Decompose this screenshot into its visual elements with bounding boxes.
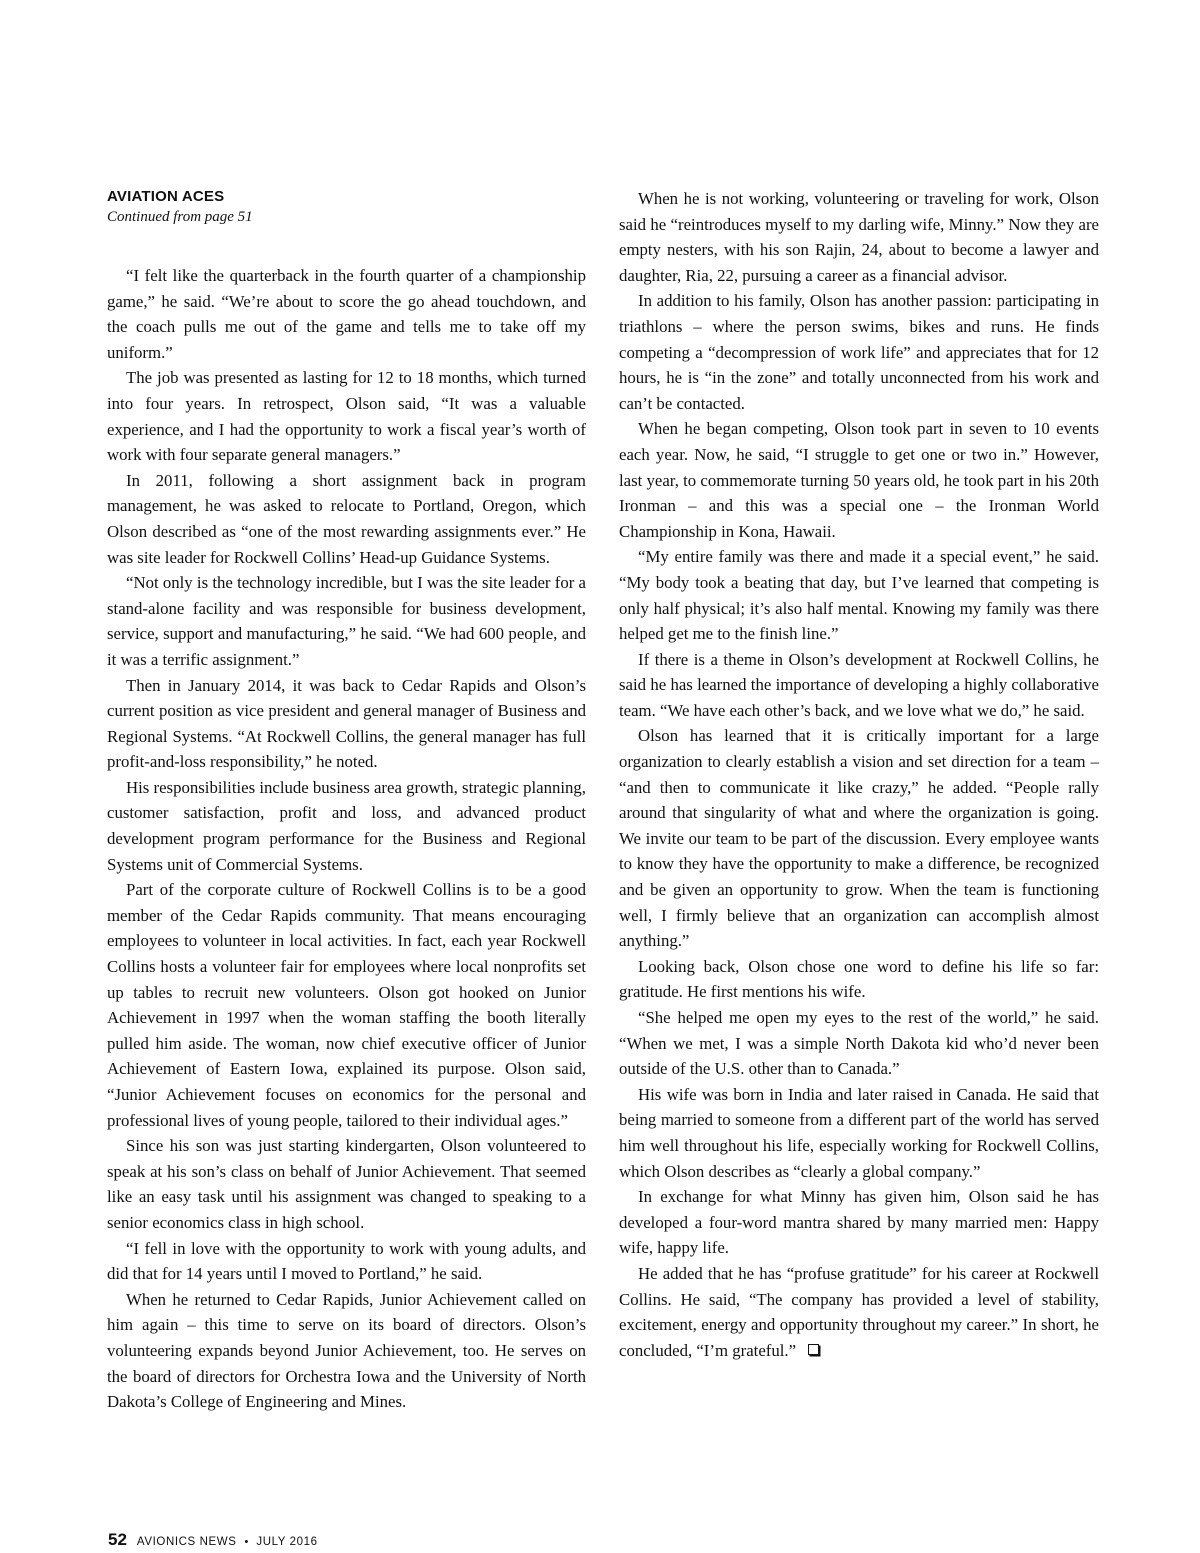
body-paragraph: “My entire family was there and made it a special event,” he said. “My body took a beating that day, but I’ve learned that competing is only half physical; it’s also half mental. Knowing my family was there helped get me to the finish line.” — [619, 547, 1099, 644]
body-paragraph: His responsibilities include business area growth, strategic planning, customer satisfaction, profit and loss, and advanced product development program performance for the Business and Regional Systems unit of Commercial Systems. — [107, 777, 586, 874]
body-paragraph: Since his son was just starting kindergarten, Olson volunteered to speak at his son’s class on behalf of Junior Achievement. That seemed like an easy task until his assignment was changed to speaking to a senior economics class in high school. — [107, 1136, 586, 1232]
final-paragraph-text: He added that he has “profuse gratitude” for his career at Rockwell Collins. He said, “The company has provided a level of stability, excitement, energy and opportunity throughout my career.” In short, he concluded, “I’m grateful.” — [619, 1263, 1099, 1360]
body-paragraph: “I felt like the quarterback in the fourth quarter of a championship game,” he said. “We’re about to score the go ahead touchdown, and the coach pulls me out of the game and tells me to take off my uniform.” — [107, 266, 586, 362]
body-paragraph: In addition to his family, Olson has another passion: participating in triathlons – where the person swims, bikes and runs. He finds competing a “decompression of work life” and appreciates that for 12 hours, he is “in the zone” and totally unconnected from his work and can’t be contacted. — [619, 291, 1099, 413]
body-paragraph: The job was presented as lasting for 12 to 18 months, which turned into four years. In retrospect, Olson said, “It was a valuable experience, and I had the opportunity to work a fiscal year’s worth of work with four separate general managers.” — [107, 368, 586, 465]
body-paragraph: “I fell in love with the opportunity to work with young adults, and did that for 14 years until I moved to Portland,” he said. — [107, 1238, 586, 1284]
page-footer — [108, 1530, 318, 1550]
body-paragraph: In exchange for what Minny has given him, Olson said he has developed a four-word mantra shared by many married men: Happy wife, happy life. — [619, 1187, 1099, 1258]
left-column — [107, 187, 586, 1415]
page-number: 52 — [108, 1530, 127, 1549]
footer-separator: • — [244, 1536, 249, 1548]
body-paragraph: When he began competing, Olson took part in seven to 10 events each year. Now, he said, “I struggle to get one or two in.” However, last year, to commemorate turning 50 years old, he took part in his 20th Ironman – and this was a special one – the Ironman World Championship in Kona, Hawaii. — [619, 419, 1099, 541]
body-paragraph: In 2011, following a short assignment back in program management, he was asked to relocate to Portland, Oregon, which Olson described as “one of the most rewarding assignments ever.” He was site leader for Rockwell Collins’ Head-up Guidance Systems. — [107, 470, 586, 567]
body-paragraph: Olson has learned that it is critically important for a large organization to clearly establish a vision and set direction for a team – “and then to communicate it like crazy,” he added. “People rally around that singularity of what and where the organization is going. We invite our team to be part of the discussion. Every employee wants to know they have the opportunity to make a difference, be recognized and be given an opportunity to grow. When the team is functioning well, I firmly believe that an organization can accomplish almost anything.” — [619, 726, 1099, 951]
right-column — [619, 186, 1099, 1363]
body-paragraph: Then in January 2014, it was back to Cedar Rapids and Olson’s current position as vice president and general manager of Business and Regional Systems. “At Rockwell Collins, the general manager has full profit-and-loss responsibility,” he noted. — [107, 675, 586, 772]
body-paragraph: When he returned to Cedar Rapids, Junior Achievement called on him again – this time to serve on its board of directors. Olson’s volunteering expands beyond Junior Achievement, too. He serves on the board of directors for Orchestra Iowa and the University of North Dakota’s College of Engineering and Mines. — [107, 1289, 586, 1412]
body-paragraph: Part of the corporate culture of Rockwell Collins is to be a good member of the Cedar Rapids community. That means encouraging employees to volunteer in local activities. In fact, each year Rockwell Collins hosts a volunteer fair for employees where local nonprofits set up tables to recruit new volunteers. Olson got hooked on Junior Achievement in 1997 when the woman staffing the booth literally pulled him aside. The woman, now chief executive officer of Junior Achievement of Eastern Iowa, explained its purpose. Olson said, “Junior Achievement focuses on economics for the personal and professional lives of young people, tailored to their individual ages.” — [107, 880, 586, 1130]
end-of-article-box-icon — [808, 1344, 819, 1355]
final-paragraph — [619, 1261, 1099, 1363]
continued-from-note: Continued from page 51 — [107, 209, 253, 225]
body-paragraph: “She helped me open my eyes to the rest of the world,” he said. “When we met, I was a simple North Dakota kid who’d never been outside of the U.S. other than to Canada.” — [619, 1008, 1099, 1079]
publication-name: AVIONICS NEWS — [136, 1536, 237, 1548]
body-paragraph: If there is a theme in Olson’s development at Rockwell Collins, he said he has learned the importance of developing a highly collaborative team. “We have each other’s back, and we love what we do,” he said. — [619, 649, 1099, 720]
issue-date: JULY 2016 — [256, 1536, 318, 1548]
section-label: AVIATION ACES — [107, 188, 225, 205]
body-paragraph: When he is not working, volunteering or traveling for work, Olson said he “reintroduces myself to my darling wife, Minny.” Now they are empty nesters, with his son Rajin, 24, about to become a lawyer and daughter, Ria, 22, pursuing a career as a financial advisor. — [619, 189, 1099, 285]
body-paragraph: Looking back, Olson chose one word to define his life so far: gratitude. He first mentions his wife. — [619, 956, 1099, 1002]
body-paragraph: His wife was born in India and later raised in Canada. He said that being married to someone from a different part of the world has served him well throughout his life, especially working for Rockwell Collins, which Olson describes as “clearly a global company.” — [619, 1084, 1099, 1181]
body-paragraph: “Not only is the technology incredible, but I was the site leader for a stand-alone facility and was responsible for business development, service, support and manufacturing,” he said. “We had 600 people, and it was a terrific assignment.” — [107, 573, 586, 669]
